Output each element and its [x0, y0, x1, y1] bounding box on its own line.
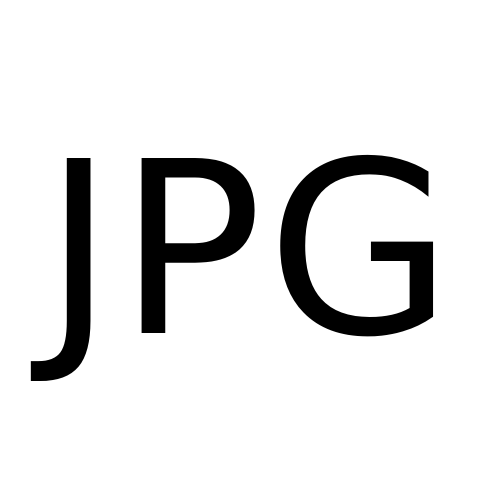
file-extension-label: JPG: [43, 110, 457, 390]
